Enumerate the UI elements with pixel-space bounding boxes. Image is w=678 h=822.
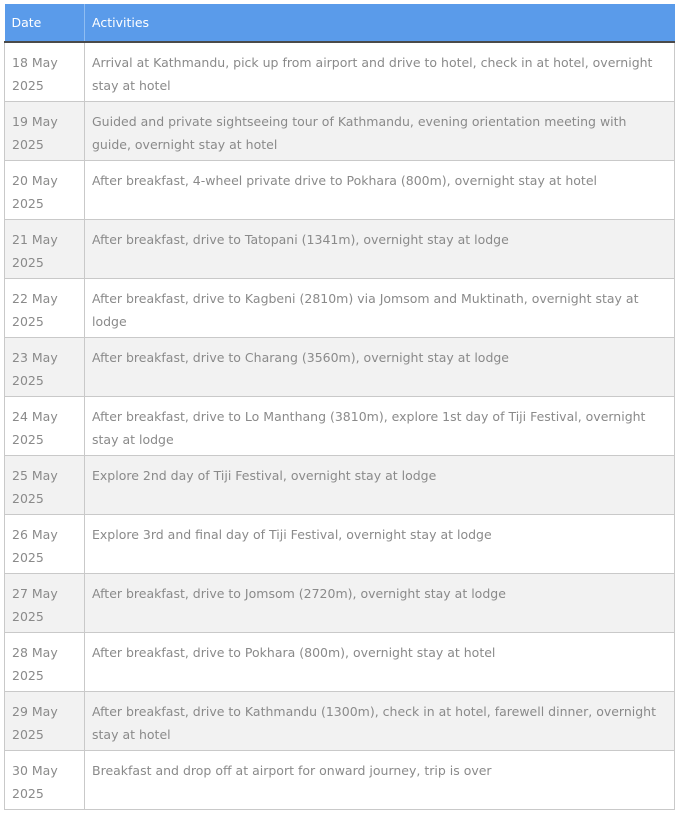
table-header [5, 4, 675, 42]
activity-cell: After breakfast, drive to Kathmandu (1300m), check in at hotel, farewell dinner, overnight stay at hotel [85, 691, 675, 750]
activity-cell: Explore 2nd day of Tiji Festival, overnight stay at lodge [85, 455, 675, 514]
itinerary-container [4, 4, 674, 810]
table-row [5, 632, 675, 691]
activity-cell: After breakfast, drive to Pokhara (800m), overnight stay at hotel [85, 632, 675, 691]
table-row [5, 455, 675, 514]
activity-cell: After breakfast, drive to Lo Manthang (3810m), explore 1st day of Tiji Festival, overnight stay at lodge [85, 396, 675, 455]
table-row [5, 750, 675, 809]
activity-cell: After breakfast, drive to Charang (3560m), overnight stay at lodge [85, 337, 675, 396]
date-cell: 30 May 2025 [5, 750, 85, 809]
activity-cell: Guided and private sightseeing tour of Kathmandu, evening orientation meeting with guide, overnight stay at hotel [85, 101, 675, 160]
date-cell: 19 May 2025 [5, 101, 85, 160]
table-body [5, 42, 675, 809]
activity-cell: Explore 3rd and final day of Tiji Festival, overnight stay at lodge [85, 514, 675, 573]
header-activities: Activities [85, 4, 675, 42]
table-row [5, 396, 675, 455]
activity-cell: After breakfast, drive to Kagbeni (2810m) via Jomsom and Muktinath, overnight stay at lodge [85, 278, 675, 337]
table-row [5, 278, 675, 337]
date-cell: 25 May 2025 [5, 455, 85, 514]
date-cell: 22 May 2025 [5, 278, 85, 337]
itinerary-table [4, 4, 675, 810]
table-row [5, 337, 675, 396]
header-row [5, 4, 675, 42]
table-row [5, 160, 675, 219]
table-row [5, 573, 675, 632]
date-cell: 26 May 2025 [5, 514, 85, 573]
table-row [5, 101, 675, 160]
table-row [5, 42, 675, 101]
activity-cell: After breakfast, drive to Tatopani (1341m), overnight stay at lodge [85, 219, 675, 278]
date-cell: 29 May 2025 [5, 691, 85, 750]
table-row [5, 219, 675, 278]
activity-cell: Breakfast and drop off at airport for onward journey, trip is over [85, 750, 675, 809]
date-cell: 18 May 2025 [5, 42, 85, 101]
date-cell: 21 May 2025 [5, 219, 85, 278]
table-row [5, 514, 675, 573]
activity-cell: After breakfast, drive to Jomsom (2720m), overnight stay at lodge [85, 573, 675, 632]
header-date: Date [5, 4, 85, 42]
date-cell: 24 May 2025 [5, 396, 85, 455]
date-cell: 20 May 2025 [5, 160, 85, 219]
activity-cell: Arrival at Kathmandu, pick up from airport and drive to hotel, check in at hotel, overnight stay at hotel [85, 42, 675, 101]
date-cell: 28 May 2025 [5, 632, 85, 691]
activity-cell: After breakfast, 4-wheel private drive to Pokhara (800m), overnight stay at hotel [85, 160, 675, 219]
date-cell: 23 May 2025 [5, 337, 85, 396]
table-row [5, 691, 675, 750]
date-cell: 27 May 2025 [5, 573, 85, 632]
